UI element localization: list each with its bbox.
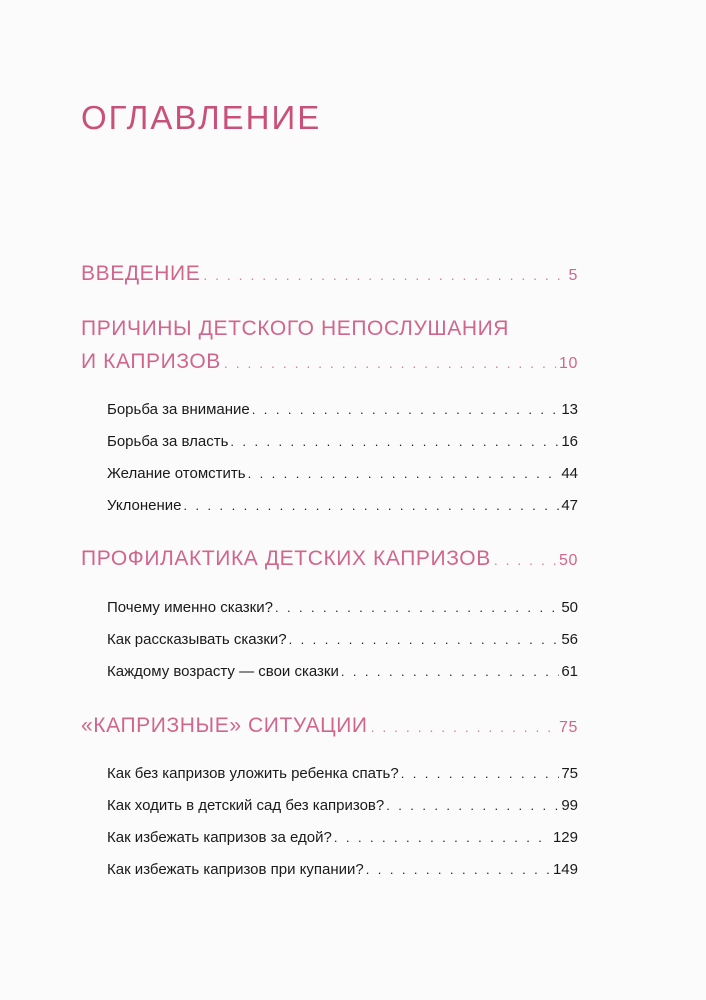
toc-section[interactable] [107, 663, 578, 680]
dot-leader [366, 862, 551, 877]
dot-leader [494, 552, 556, 568]
dot-leader [401, 766, 560, 781]
page-number: 149 [552, 861, 578, 878]
toc-chapter-prevention[interactable] [81, 547, 578, 571]
dot-leader [248, 466, 560, 481]
toc-section[interactable] [107, 765, 578, 782]
dot-leader [183, 498, 559, 513]
toc-section[interactable] [107, 497, 578, 514]
section-title: Как рассказывать сказки? [107, 631, 287, 648]
chapter-title: ВВЕДЕНИЕ [81, 262, 201, 285]
page-number: 75 [559, 719, 578, 736]
section-title: Желание отомстить [107, 465, 246, 482]
toc-section[interactable] [107, 829, 578, 846]
page-number: 13 [561, 401, 578, 418]
toc-section[interactable] [107, 599, 578, 616]
page-number: 56 [561, 631, 578, 648]
chapter-title-line[interactable]: ПРИЧИНЫ ДЕТСКОГО НЕПОСЛУШАНИЯ [81, 317, 510, 340]
dot-leader [334, 830, 551, 845]
dot-leader [386, 798, 559, 813]
page-number: 47 [561, 497, 578, 514]
dot-leader [224, 355, 556, 371]
dot-leader [275, 600, 559, 615]
section-title: Как избежать капризов при купании? [107, 861, 364, 878]
section-title: Как избежать капризов за едой? [107, 829, 332, 846]
section-title: Как ходить в детский сад без капризов? [107, 797, 385, 814]
toc-section[interactable] [107, 433, 578, 450]
toc-section[interactable] [107, 401, 578, 418]
dot-leader [203, 267, 565, 283]
dot-leader [341, 664, 559, 679]
page-number: 50 [559, 552, 578, 569]
page-number: 50 [561, 599, 578, 616]
chapter-title: И КАПРИЗОВ [81, 350, 221, 373]
toc-section[interactable] [107, 797, 578, 814]
chapter-title: ПРОФИЛАКТИКА ДЕТСКИХ КАПРИЗОВ [81, 547, 491, 570]
toc-chapter-intro[interactable] [81, 262, 578, 286]
page-number: 99 [561, 797, 578, 814]
page-number: 129 [552, 829, 578, 846]
page-number: 10 [559, 355, 578, 372]
toc-chapter-situations[interactable] [81, 714, 578, 738]
page-number: 61 [561, 663, 578, 680]
toc-section[interactable] [107, 631, 578, 648]
dot-leader [230, 434, 559, 449]
toc-section[interactable] [107, 465, 578, 482]
toc-chapter-causes[interactable] [81, 350, 578, 374]
page-number: 5 [568, 267, 578, 284]
dot-leader [289, 632, 560, 647]
toc-section[interactable] [107, 861, 578, 878]
section-title: Уклонение [107, 497, 182, 514]
page-title: ОГЛАВЛЕНИЕ [81, 99, 322, 136]
section-title: Борьба за власть [107, 433, 229, 450]
chapter-title: «КАПРИЗНЫЕ» СИТУАЦИИ [81, 714, 368, 737]
section-title: Каждому возрасту — свои сказки [107, 663, 339, 680]
dot-leader [252, 402, 560, 417]
section-title: Почему именно сказки? [107, 599, 273, 616]
section-title: Как без капризов уложить ребенка спать? [107, 765, 399, 782]
page-number: 16 [561, 433, 578, 450]
page-number: 75 [561, 765, 578, 782]
page-number: 44 [561, 465, 578, 482]
section-title: Борьба за внимание [107, 401, 250, 418]
dot-leader [371, 719, 556, 735]
